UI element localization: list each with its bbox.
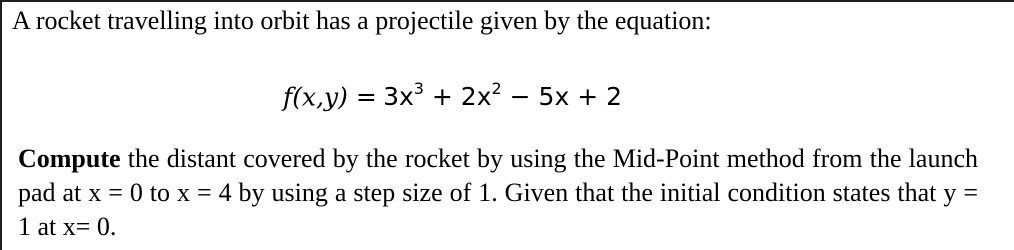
equation-term1: 3x xyxy=(383,82,414,112)
equation-rhs xyxy=(383,79,622,112)
equation xyxy=(283,74,622,115)
problem-text: the distant covered by the rocket by using the Mid-Point method from the launch pad at x = 0 to x = 4 by using a step size of 1. Given that the initial condition states that y = 1 at x= 0. xyxy=(18,144,978,241)
equation-rest: − 5x + 2 xyxy=(501,82,622,112)
equation-term2-exponent: 2 xyxy=(491,79,502,98)
equation-term1-exponent: 3 xyxy=(413,79,424,98)
equation-lhs: f(x,y) = xyxy=(283,82,377,112)
equation-term2: + 2x xyxy=(423,82,492,112)
intro-text: A rocket travelling into orbit has a projectile given by the equation: xyxy=(12,6,712,35)
problem-bold-lead: Compute xyxy=(18,144,121,173)
problem-statement xyxy=(18,142,978,244)
